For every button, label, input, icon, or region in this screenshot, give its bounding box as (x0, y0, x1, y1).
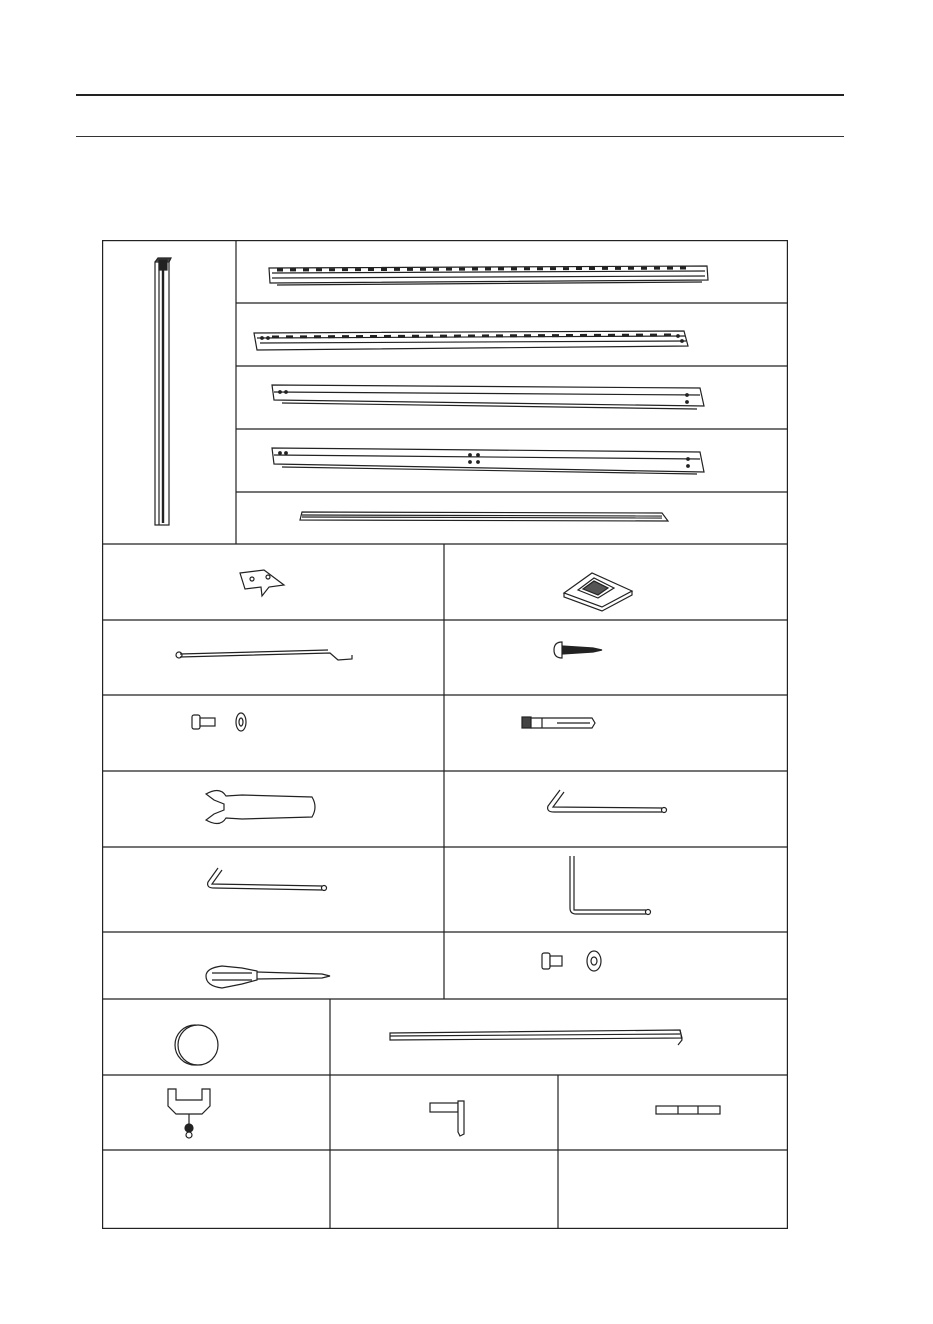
hex-key-tall (570, 856, 651, 915)
header-rule-top (76, 94, 844, 96)
wall-anchor (522, 717, 595, 728)
l-pin (430, 1101, 464, 1136)
parts-list-table (102, 240, 788, 1229)
open-end-wrench (206, 790, 315, 823)
hook-rod (176, 650, 352, 660)
hex-key-small (208, 868, 327, 891)
slotted-beam-wide (254, 331, 688, 350)
center-hole-rail (272, 448, 704, 474)
round-cap (175, 1025, 218, 1065)
corner-bracket (240, 570, 284, 596)
slotted-beam (269, 266, 708, 285)
plain-rail (272, 385, 704, 409)
screwdriver (206, 966, 330, 988)
short-bolt-with-washer (542, 951, 601, 971)
wood-screw (554, 642, 602, 658)
hex-key-large (548, 790, 667, 813)
bolt-with-washer (192, 713, 246, 731)
upright-post (155, 258, 171, 525)
base-plate (564, 573, 632, 611)
connector-sleeve (656, 1106, 720, 1114)
hinge-clamp (168, 1089, 210, 1138)
header-rule-bottom (76, 136, 844, 137)
flat-strip (300, 512, 668, 521)
long-pin-rod (390, 1030, 682, 1045)
